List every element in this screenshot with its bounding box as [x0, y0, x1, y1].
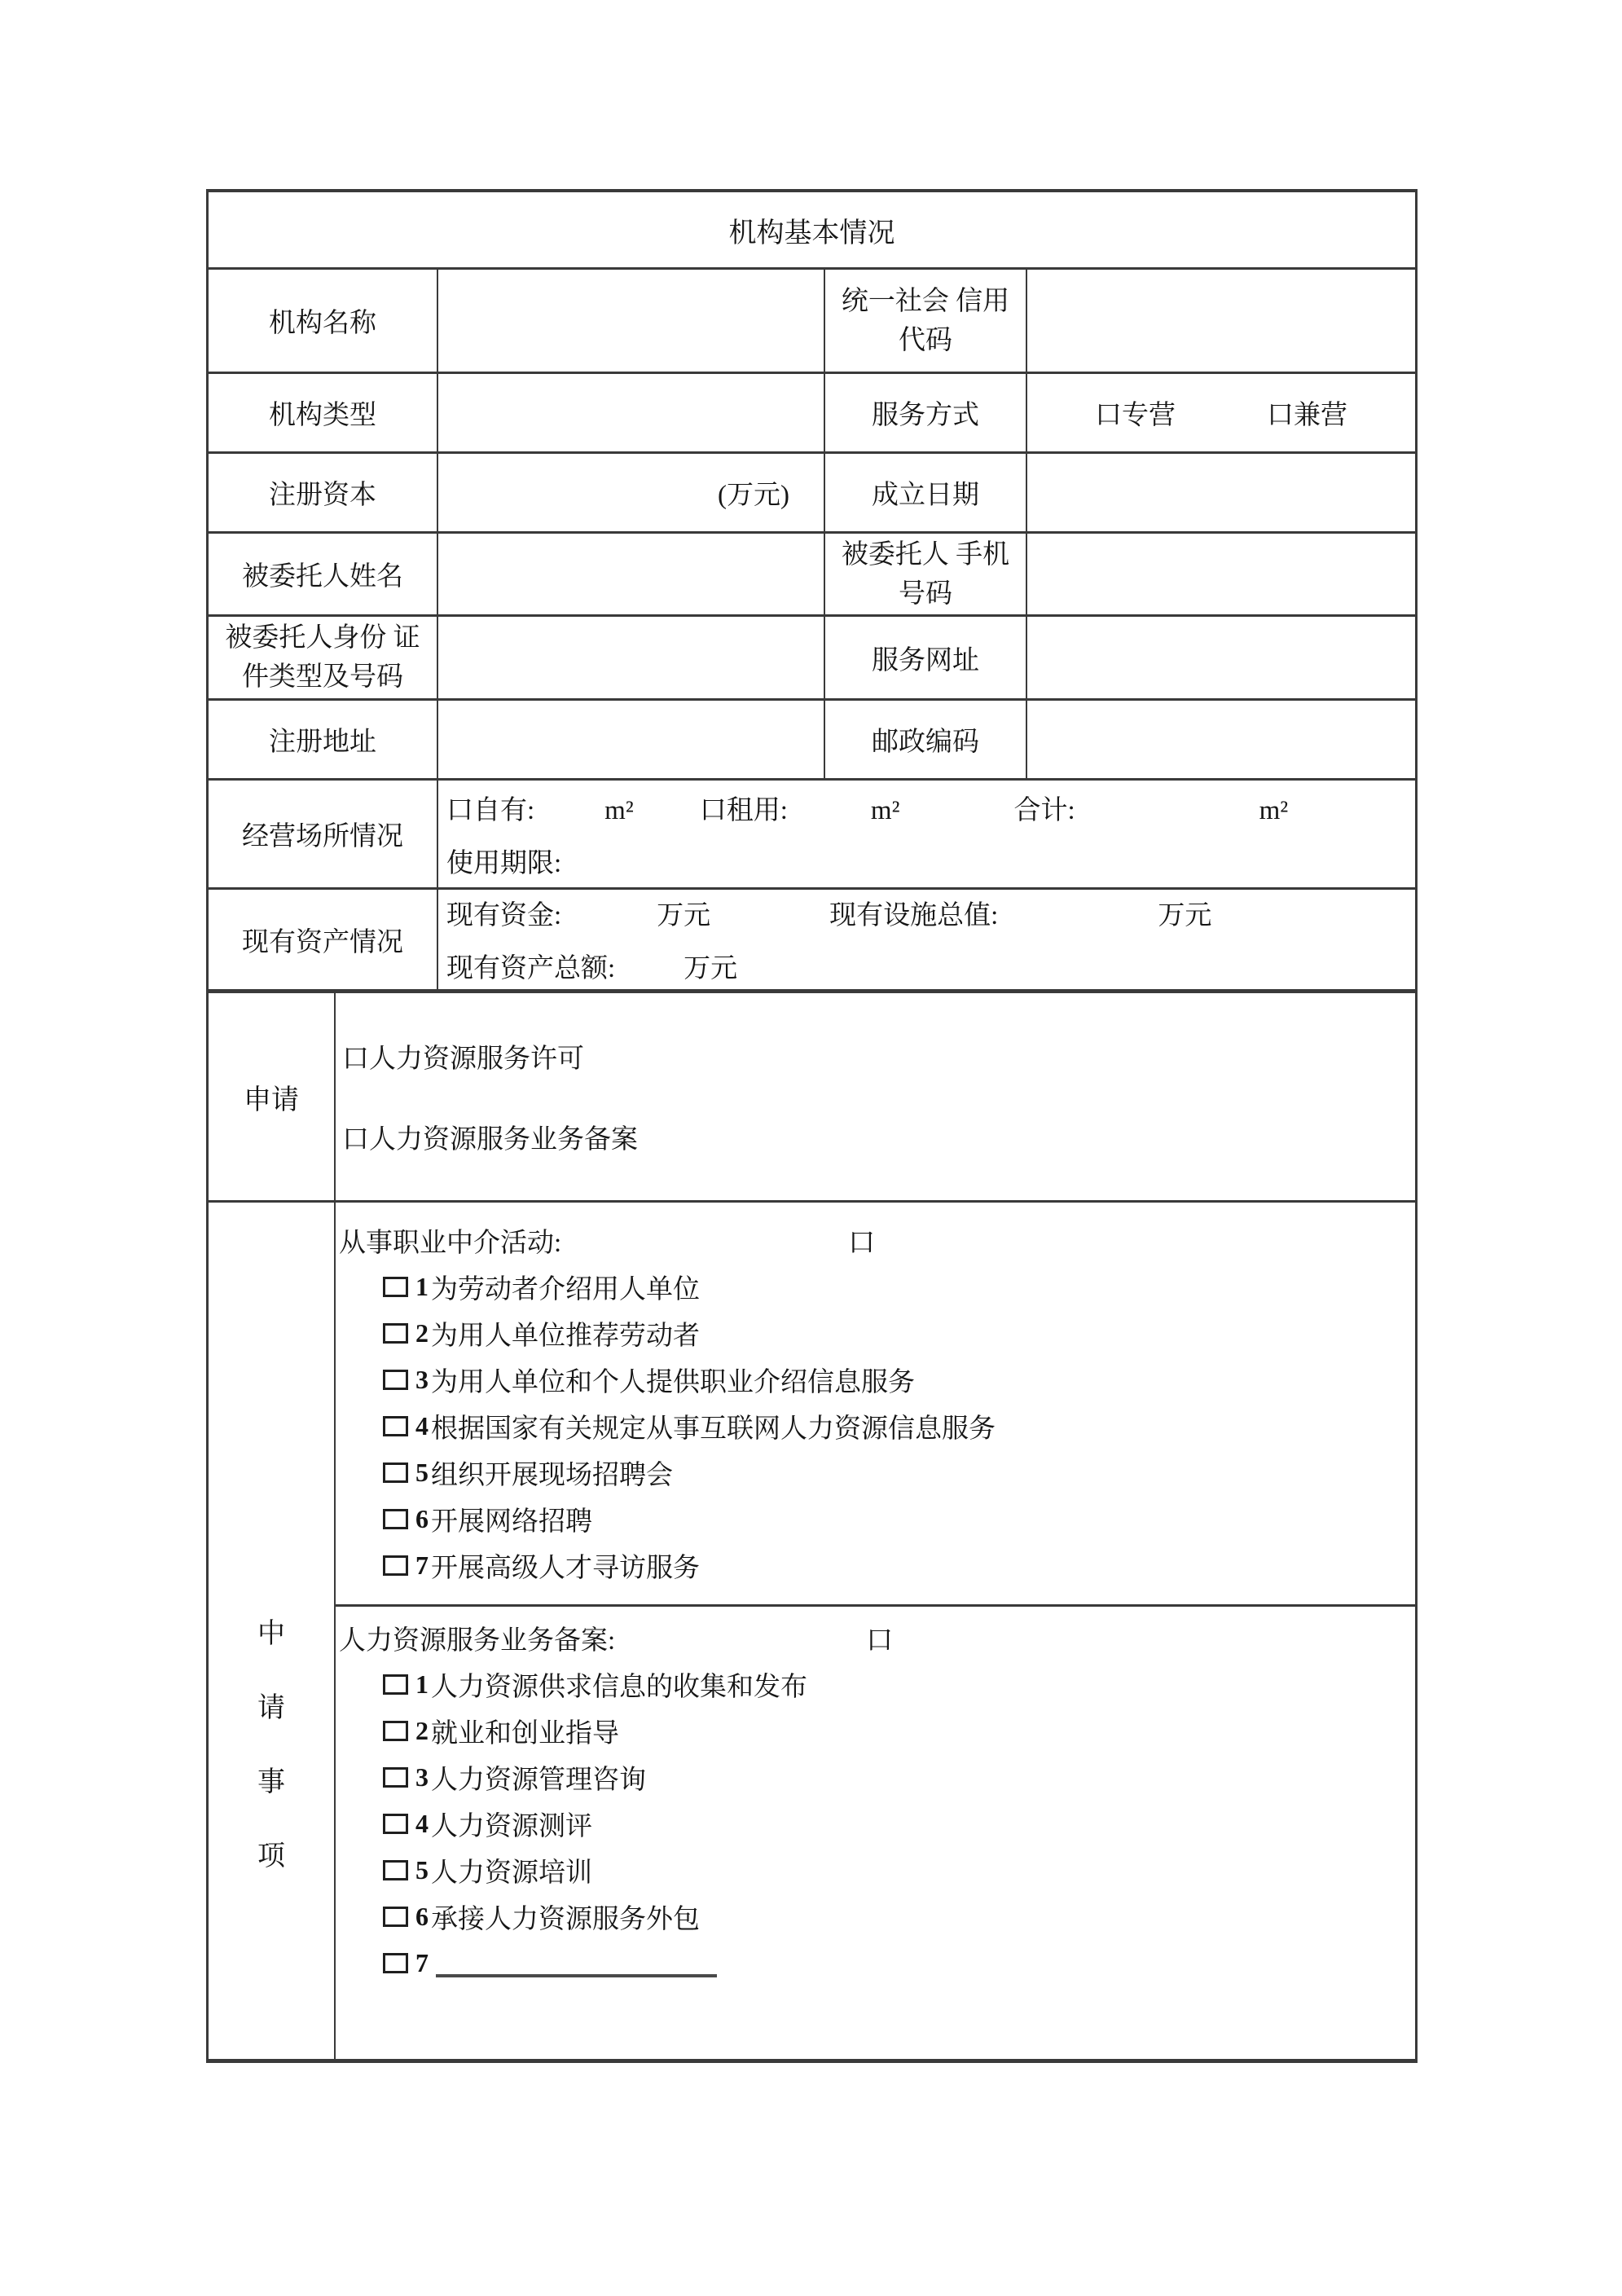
row-assets — [209, 887, 1415, 989]
section-filing-header — [339, 1615, 1415, 1661]
trustee-id-label-line1: 被委托人身份 证 — [225, 623, 420, 653]
application-option-license[interactable]: 口人力资源服务许可 — [342, 1045, 584, 1074]
trustee-name-value-cell[interactable] — [437, 534, 824, 614]
trustee-id-label-line2: 件类型及号码 — [242, 662, 403, 692]
assets-total-label: 现有资产总额: — [446, 954, 616, 983]
item-text: 承接人力资源服务外包 — [431, 1905, 700, 1934]
section-intermediary-title: 从事职业中介活动: — [339, 1229, 562, 1258]
row-reg-address — [209, 698, 1415, 778]
side-label-char-2: 请 — [257, 1692, 285, 1723]
item-number: 2 — [415, 1318, 429, 1348]
item-text: 人力资源供求信息的收集和发布 — [431, 1673, 807, 1702]
list-item — [339, 1449, 1415, 1496]
org-type-label: 机构类型 — [269, 401, 376, 430]
reg-capital-value-cell[interactable] — [437, 454, 824, 531]
trustee-phone-label-line2: 号码 — [899, 578, 952, 609]
service-mode-option-concurrent[interactable]: 口兼营 — [1267, 401, 1347, 430]
row-org-name — [209, 267, 1415, 372]
list-item — [339, 1801, 1415, 1847]
org-name-label: 机构名称 — [269, 309, 376, 338]
list-item — [339, 1357, 1415, 1403]
checkbox-icon[interactable] — [383, 1814, 408, 1834]
org-type-value-cell[interactable] — [437, 374, 824, 451]
list-item — [339, 1403, 1415, 1449]
trustee-phone-value-cell[interactable] — [1026, 534, 1415, 614]
checkbox-icon[interactable] — [383, 1370, 408, 1390]
item-text: 为用人单位推荐劳动者 — [431, 1322, 700, 1351]
assets-facilities-unit: 万元 — [1158, 901, 1212, 930]
assets-line2 — [446, 947, 1415, 985]
checkbox-icon[interactable] — [383, 1767, 408, 1788]
page-title: 机构基本情况 — [728, 218, 895, 249]
checkbox-icon[interactable] — [383, 1509, 408, 1529]
assets-label: 现有资产情况 — [242, 927, 403, 957]
service-url-value-cell[interactable] — [1026, 617, 1415, 698]
assets-content — [437, 890, 1415, 989]
list-item — [339, 1894, 1415, 1940]
trustee-phone-label — [824, 534, 1026, 614]
side-label-char-1: 中 — [257, 1618, 285, 1649]
trustee-phone-label-line1: 被委托人 手机 — [841, 539, 1010, 570]
service-mode-value-cell — [1026, 374, 1415, 451]
section-intermediary-header — [339, 1217, 1415, 1264]
premises-content — [437, 781, 1415, 887]
section-filing-checkbox[interactable]: 口 — [866, 1626, 894, 1656]
item-number: 5 — [415, 1458, 429, 1487]
row-premises — [209, 778, 1415, 887]
premises-total-unit: m² — [1259, 795, 1289, 825]
premises-total-label: 合计: — [1013, 795, 1075, 825]
checkbox-icon[interactable] — [383, 1323, 408, 1344]
item-number: 7 — [415, 1550, 429, 1580]
premises-own-option[interactable]: 口自有: — [446, 795, 535, 825]
item-text: 开展高级人才寻访服务 — [431, 1554, 700, 1583]
reg-address-label: 注册地址 — [269, 728, 376, 757]
row-reg-capital — [209, 451, 1415, 531]
premises-usage-term-label: 使用期限: — [446, 848, 562, 878]
item-number: 1 — [415, 1669, 429, 1699]
title-row — [209, 192, 1415, 267]
trustee-name-label: 被委托人姓名 — [242, 562, 403, 592]
checkbox-icon[interactable] — [383, 1462, 408, 1483]
item-number: 6 — [415, 1902, 429, 1931]
credit-code-label — [824, 270, 1026, 372]
established-date-label: 成立日期 — [824, 454, 1026, 531]
item-number: 4 — [415, 1411, 429, 1440]
assets-funds-unit: 万元 — [657, 901, 711, 930]
postal-code-value-cell[interactable] — [1026, 701, 1415, 778]
assets-funds-label: 现有资金: — [446, 901, 562, 930]
institution-basic-info-table — [206, 189, 1418, 2063]
row-apply-items — [209, 1200, 1415, 2059]
item-text: 人力资源培训 — [431, 1858, 592, 1888]
item-text: 组织开展现场招聘会 — [431, 1461, 673, 1490]
item-number: 2 — [415, 1716, 429, 1745]
row-application — [209, 989, 1415, 1200]
item-number: 5 — [415, 1855, 429, 1885]
apply-items-content — [334, 1203, 1415, 2059]
item-text: 人力资源管理咨询 — [431, 1766, 646, 1795]
application-label: 申请 — [244, 1084, 299, 1115]
side-label-char-4: 项 — [257, 1841, 285, 1872]
list-item — [339, 1310, 1415, 1357]
established-date-value-cell[interactable] — [1026, 454, 1415, 531]
item-number: 3 — [415, 1762, 429, 1792]
premises-own-unit: m² — [604, 795, 634, 825]
assets-facilities-label: 现有设施总值: — [829, 901, 999, 930]
list-item — [339, 1542, 1415, 1589]
checkbox-icon[interactable] — [383, 1674, 408, 1695]
item-text: 为劳动者介绍用人单位 — [431, 1275, 700, 1304]
section-filing — [336, 1604, 1415, 2059]
checkbox-icon[interactable] — [383, 1277, 408, 1297]
premises-line2 — [446, 842, 1415, 880]
credit-code-label-line1: 统一社会 信用 — [841, 286, 1010, 316]
reg-address-value-cell[interactable] — [437, 701, 824, 778]
checkbox-icon[interactable] — [383, 1907, 408, 1927]
section-intermediary — [336, 1203, 1415, 1604]
checkbox-icon[interactable] — [383, 1555, 408, 1576]
item-number: 6 — [415, 1504, 429, 1533]
reg-capital-unit: (万元) — [718, 481, 789, 510]
apply-items-side-label — [209, 1203, 334, 2059]
premises-rent-unit: m² — [870, 795, 900, 825]
side-label-char-3: 事 — [257, 1766, 285, 1797]
org-name-value-cell[interactable] — [437, 270, 824, 372]
row-trustee-name — [209, 531, 1415, 614]
checkbox-icon[interactable] — [383, 1721, 408, 1741]
list-item — [339, 1264, 1415, 1310]
postal-code-label: 邮政编码 — [824, 701, 1026, 778]
item-text: 人力资源测评 — [431, 1812, 592, 1841]
trustee-id-value-cell[interactable] — [437, 617, 824, 698]
credit-code-label-line2: 代码 — [899, 325, 952, 355]
item-number: 1 — [415, 1272, 429, 1301]
section-filing-title: 人力资源服务业务备案: — [339, 1626, 616, 1656]
item-number: 3 — [415, 1365, 429, 1394]
assets-total-unit: 万元 — [684, 954, 738, 983]
reg-capital-label: 注册资本 — [269, 481, 376, 510]
list-item-other — [339, 1940, 1415, 1986]
row-org-type — [209, 372, 1415, 451]
item-text: 开展网络招聘 — [431, 1507, 592, 1537]
checkbox-icon[interactable] — [383, 1416, 408, 1436]
row-trustee-id — [209, 614, 1415, 698]
checkbox-icon[interactable] — [383, 1860, 408, 1880]
service-mode-label: 服务方式 — [824, 374, 1026, 451]
item-text: 为用人单位和个人提供职业介绍信息服务 — [431, 1368, 915, 1397]
list-item — [339, 1708, 1415, 1754]
service-mode-option-exclusive[interactable]: 口专营 — [1095, 401, 1176, 430]
section-intermediary-checkbox[interactable]: 口 — [848, 1229, 876, 1258]
blank-underline-field[interactable] — [436, 1950, 717, 1977]
premises-line1 — [446, 789, 1415, 827]
credit-code-value-cell[interactable] — [1026, 270, 1415, 372]
list-item — [339, 1754, 1415, 1801]
application-options — [334, 993, 1415, 1200]
list-item — [339, 1496, 1415, 1542]
item-text: 根据国家有关规定从事互联网人力资源信息服务 — [431, 1414, 996, 1444]
item-number: 4 — [415, 1809, 429, 1838]
trustee-id-label — [209, 617, 437, 698]
premises-label: 经营场所情况 — [242, 822, 403, 851]
list-item — [339, 1847, 1415, 1894]
premises-rent-option[interactable]: 口租用: — [699, 795, 788, 825]
item-number: 7 — [415, 1948, 429, 1977]
item-text: 就业和创业指导 — [431, 1719, 619, 1748]
list-item — [339, 1661, 1415, 1708]
checkbox-icon[interactable] — [383, 1953, 408, 1973]
service-url-label: 服务网址 — [824, 617, 1026, 698]
application-option-filing[interactable]: 口人力资源服务业务备案 — [342, 1125, 638, 1155]
assets-line1 — [446, 894, 1415, 932]
